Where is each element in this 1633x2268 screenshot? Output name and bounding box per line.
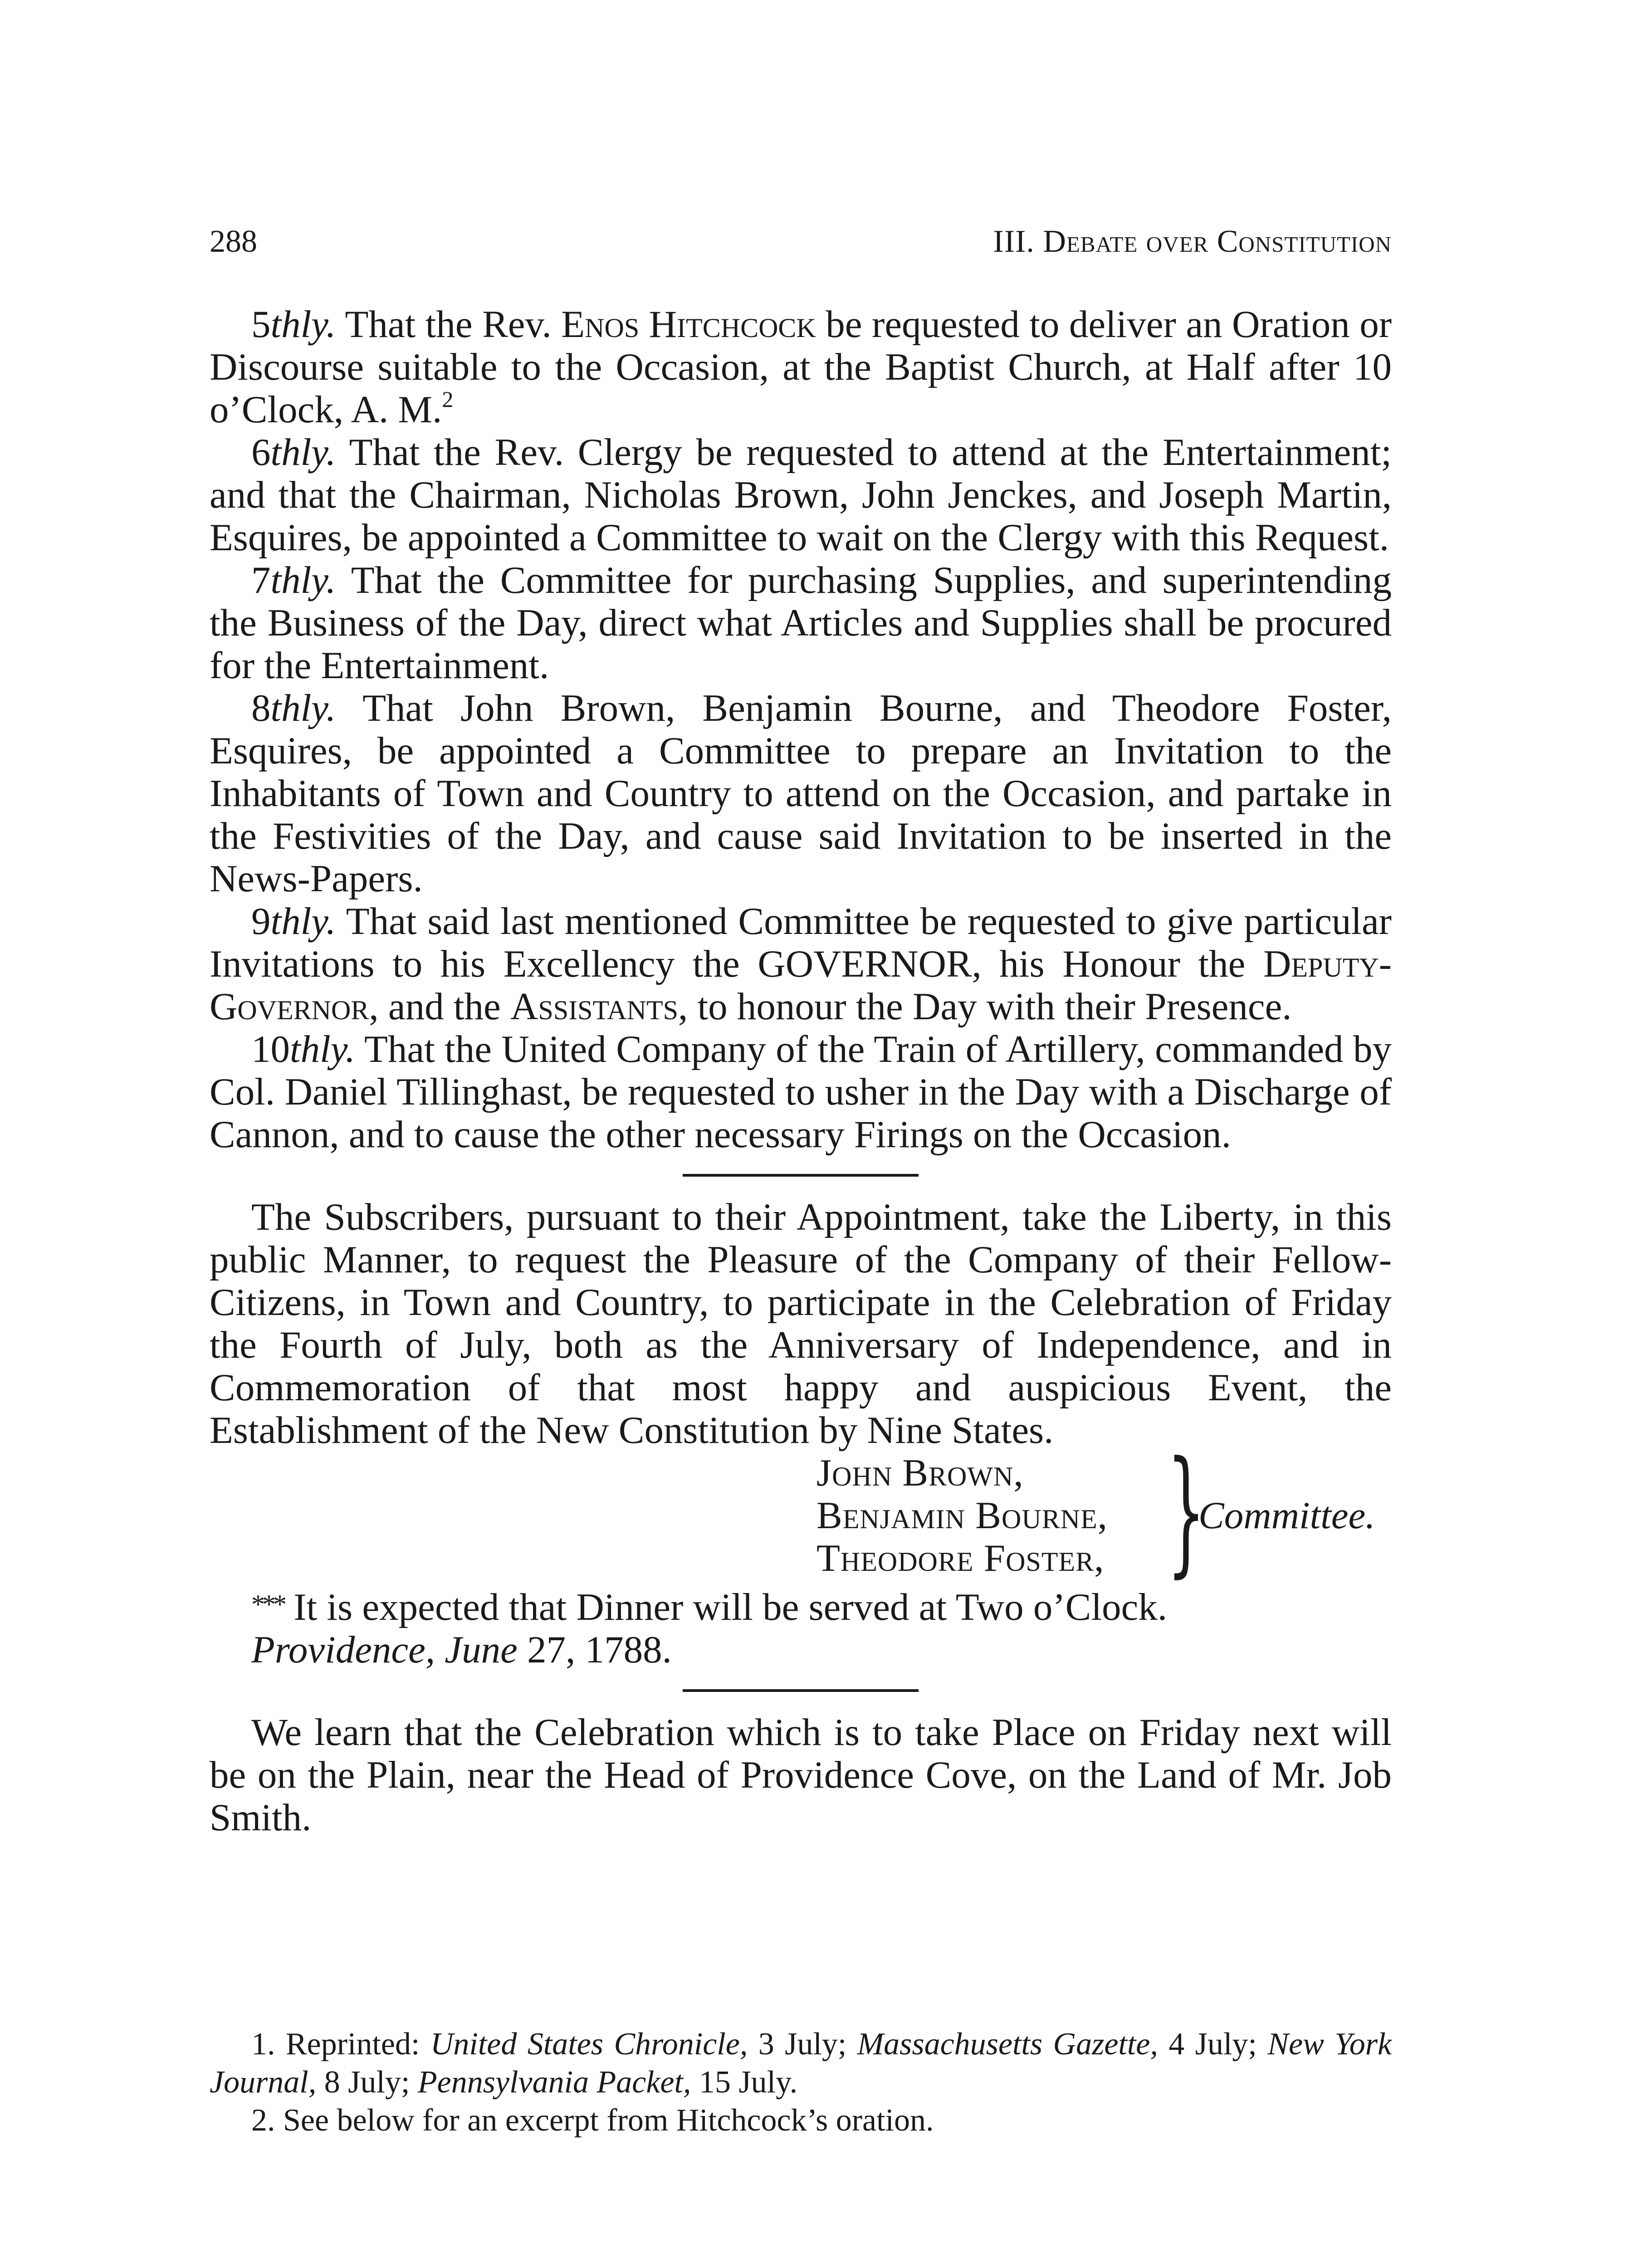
footnote-1 <box>210 2025 1392 2102</box>
resolution-text: That the Committee for purchasing Supplies, and superintending the Business of the Day, direct what Articles and Supplies shall be procured for the Entertainment. <box>210 559 1392 687</box>
footnote-text: See below for an excerpt from Hitchcock’s oration. <box>275 2103 934 2138</box>
signature-block <box>210 1432 1392 1590</box>
footnote-text: 3 July; <box>748 2027 857 2062</box>
ordinal-suffix: thly. <box>270 303 336 346</box>
main-text <box>210 303 1392 1839</box>
ordinal-number: 8 <box>251 687 271 729</box>
footnote-number: 1. <box>251 2027 275 2062</box>
resolution-9 <box>210 900 1392 1028</box>
ordinal-suffix: thly. <box>290 1028 356 1070</box>
resolution-text: be requested to deliver an Oration or Discourse suitable to the Occasion, at the Baptist Church, at Half after 10 o’Clock, A. M. <box>210 303 1392 431</box>
ordinal-number: 7 <box>251 559 271 601</box>
dateline-date: 27, 1788. <box>517 1628 672 1671</box>
footnote-2 <box>210 2102 1392 2140</box>
ordinal-number: 10 <box>251 1028 290 1070</box>
office-title: Assistants <box>510 985 678 1028</box>
person-name: Enos Hitchcock <box>561 303 816 346</box>
signer-name: Benjamin Bourne, <box>816 1494 1108 1537</box>
page-number: 288 <box>210 224 257 259</box>
publication-title: United States Chronicle, <box>430 2027 748 2062</box>
ordinal-suffix: thly. <box>270 559 336 601</box>
resolution-text: That the Rev. Clergy be requested to attend at the Entertainment; and that the Chairman, Nicholas Brown, John Jenckes, and Joseph Martin, Esquires, be appointed a Committee to wait on the Clergy with this Request. <box>210 431 1392 559</box>
closing-paragraph: We learn that the Celebration which is to take Place on Friday next will be on the Plain, near the Head of Providence Cove, on the Land of Mr. Job Smith. <box>210 1711 1392 1839</box>
asterism-mark: *** <box>251 1589 284 1619</box>
ordinal-suffix: thly. <box>270 687 336 729</box>
ordinal-number: 9 <box>251 900 271 943</box>
footnotes <box>210 2025 1392 2140</box>
ordinal-number: 5 <box>251 303 271 346</box>
footnote-ref: 2 <box>442 386 454 412</box>
section-divider <box>683 1174 919 1177</box>
signer-name: John Brown, <box>816 1452 1024 1494</box>
ordinal-suffix: thly. <box>270 431 336 474</box>
resolution-7 <box>210 559 1392 687</box>
committee-label: Committee. <box>1198 1494 1375 1537</box>
dateline-place: Providence, June <box>251 1628 518 1671</box>
resolution-text: That the United Company of the Train of Artillery, commanded by Col. Daniel Tillinghast, be requested to usher in the Day with a Discharge of Cannon, and to cause the other necessary Firings on the Occasion. <box>210 1028 1392 1156</box>
footnote-text: 4 July; <box>1158 2027 1268 2062</box>
publication-title: New York Journal, <box>210 2027 1392 2100</box>
resolution-text: That John Brown, Benjamin Bourne, and Theodore Foster, Esquires, be appointed a Committee to prepare an Invitation to the Inhabitants of Town and Country to attend on the Occasion, and partake in the Festivities of the Day, and cause said Invitation to be inserted in the News-Papers. <box>210 687 1392 900</box>
page-header <box>210 221 1392 262</box>
running-title: III. Debate over Constitution <box>993 224 1392 259</box>
resolution-6 <box>210 431 1392 559</box>
resolution-5 <box>210 303 1392 431</box>
footnote-text: 15 July. <box>691 2065 798 2100</box>
publication-title: Massachusetts Gazette, <box>857 2027 1158 2062</box>
section-divider <box>683 1689 919 1692</box>
footnote-text: Reprinted: <box>275 2027 430 2062</box>
dinner-note <box>210 1583 1392 1628</box>
resolution-text: That said last mentioned Committee be requested to give particular Invitations to his Excellency the GOVERNOR, his Honour the <box>210 900 1392 985</box>
signer-name: Theodore Foster, <box>816 1537 1105 1579</box>
resolution-10 <box>210 1028 1392 1156</box>
footnote-number: 2. <box>251 2103 275 2138</box>
invitation-paragraph: The Subscribers, pursuant to their Appointment, take the Liberty, in this public Manner, to request the Pleasure of the Company of their Fellow-Citizens, in Town and Country, to participate in the Celebration of Friday the Fourth of July, both as the Anniversary of Independence, and in Commemoration of that most happy and auspicious Event, the Establishment of the New Constitution by Nine States. <box>210 1196 1392 1452</box>
note-text: It is expected that Dinner will be served at Two o’Clock. <box>284 1586 1167 1628</box>
ordinal-suffix: thly. <box>270 900 336 943</box>
brace-glyph: } <box>1167 1432 1206 1590</box>
resolution-text: , and the <box>369 985 510 1028</box>
publication-title: Pennsylvania Packet, <box>417 2065 691 2100</box>
resolution-text: , to honour the Day with their Presence. <box>678 985 1292 1028</box>
resolution-8 <box>210 687 1392 900</box>
ordinal-number: 6 <box>251 431 271 474</box>
office-title: Deputy-Governor <box>210 943 1392 1028</box>
footnote-text: 8 July; <box>316 2065 418 2100</box>
signer-list <box>816 1452 1108 1579</box>
dateline <box>210 1628 1392 1671</box>
resolution-text: That the Rev. <box>336 303 562 346</box>
